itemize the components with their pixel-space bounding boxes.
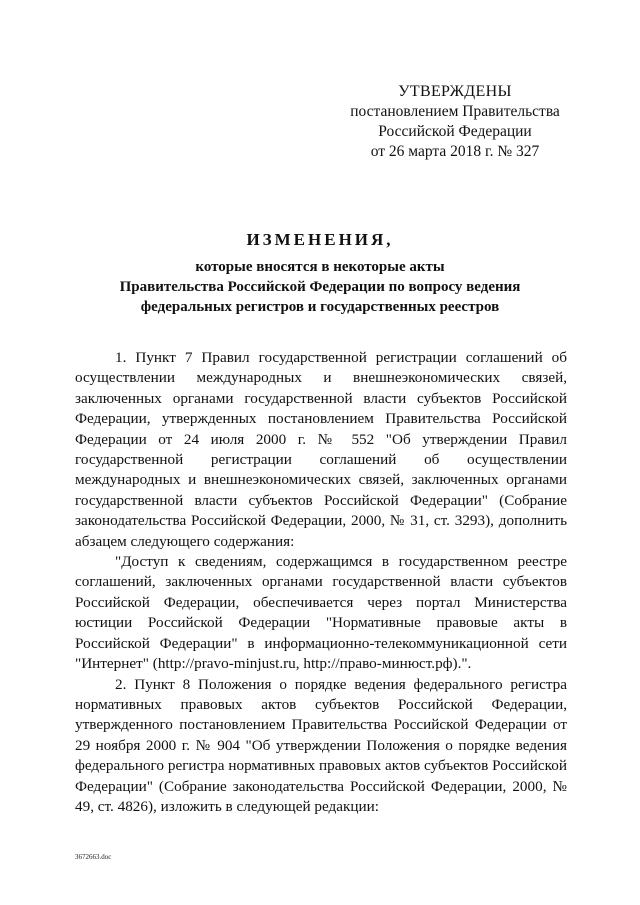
title-line-2: Правительства Российской Федерации по вопросу ведения xyxy=(119,279,521,295)
approval-stamp xyxy=(340,82,570,162)
paragraph-3: 2. Пункт 8 Положения о порядке ведения федерального регистра нормативных правовых актов субъектов Российской Федерации, утвержденного постановлением Правительства Российской Федерации от 29 ноября 2000 г. № 904 "Об утверждении Положения о порядке ведения федерального регистра нормативных правовых актов субъектов Российской Федерации" (Собрание законодательства Российской Федерации, 2000, № 49, ст. 4826), изложить в следующей редакции: xyxy=(75,675,567,815)
approval-line-1: постановлением Правительства xyxy=(350,103,560,120)
approval-line-3: от 26 марта 2018 г. № 327 xyxy=(370,143,540,160)
approval-line-2: Российской Федерации xyxy=(378,123,532,140)
title-line-1: которые вносятся в некоторые акты xyxy=(195,259,445,275)
file-name-footer: 3672663.doc xyxy=(75,853,112,861)
paragraph-2: "Доступ к сведениям, содержащимся в государственном реестре соглашений, заключенных органами государственной власти субъектов Российской Федерации, обеспечивается через портал Министерства юстиции Российской Федерации "Нормативные правовые акты в Российской Федерации" в информационно-телекоммуникационной сети "Интернет" (http://pravo-minjust.ru, http://право-минюст.рф).". xyxy=(75,553,567,673)
document-body xyxy=(75,348,567,817)
paragraph-1: 1. Пункт 7 Правил государственной регистрации соглашений об осуществлении международных и внешнеэкономических связей, заключенных органами государственной власти субъектов Российской Федерации, утвержденных постановлением Правительства Российской Федерации от 24 июля 2000 г. № 552 "Об утверждении Правил государственной регистрации соглашений об осуществлении международных и внешнеэкономических связей, заключенных органами государственной власти субъектов Российской Федерации" (Собрание законодательства Российской Федерации, 2000, № 31, ст. 3293), дополнить абзацем следующего содержания: xyxy=(75,349,567,550)
approval-heading: УТВЕРЖДЕНЫ xyxy=(398,83,512,100)
title-line-3: федеральных регистров и государственных реестров xyxy=(140,299,500,315)
title-main: ИЗМЕНЕНИЯ, xyxy=(246,230,394,249)
document-title xyxy=(60,230,580,317)
